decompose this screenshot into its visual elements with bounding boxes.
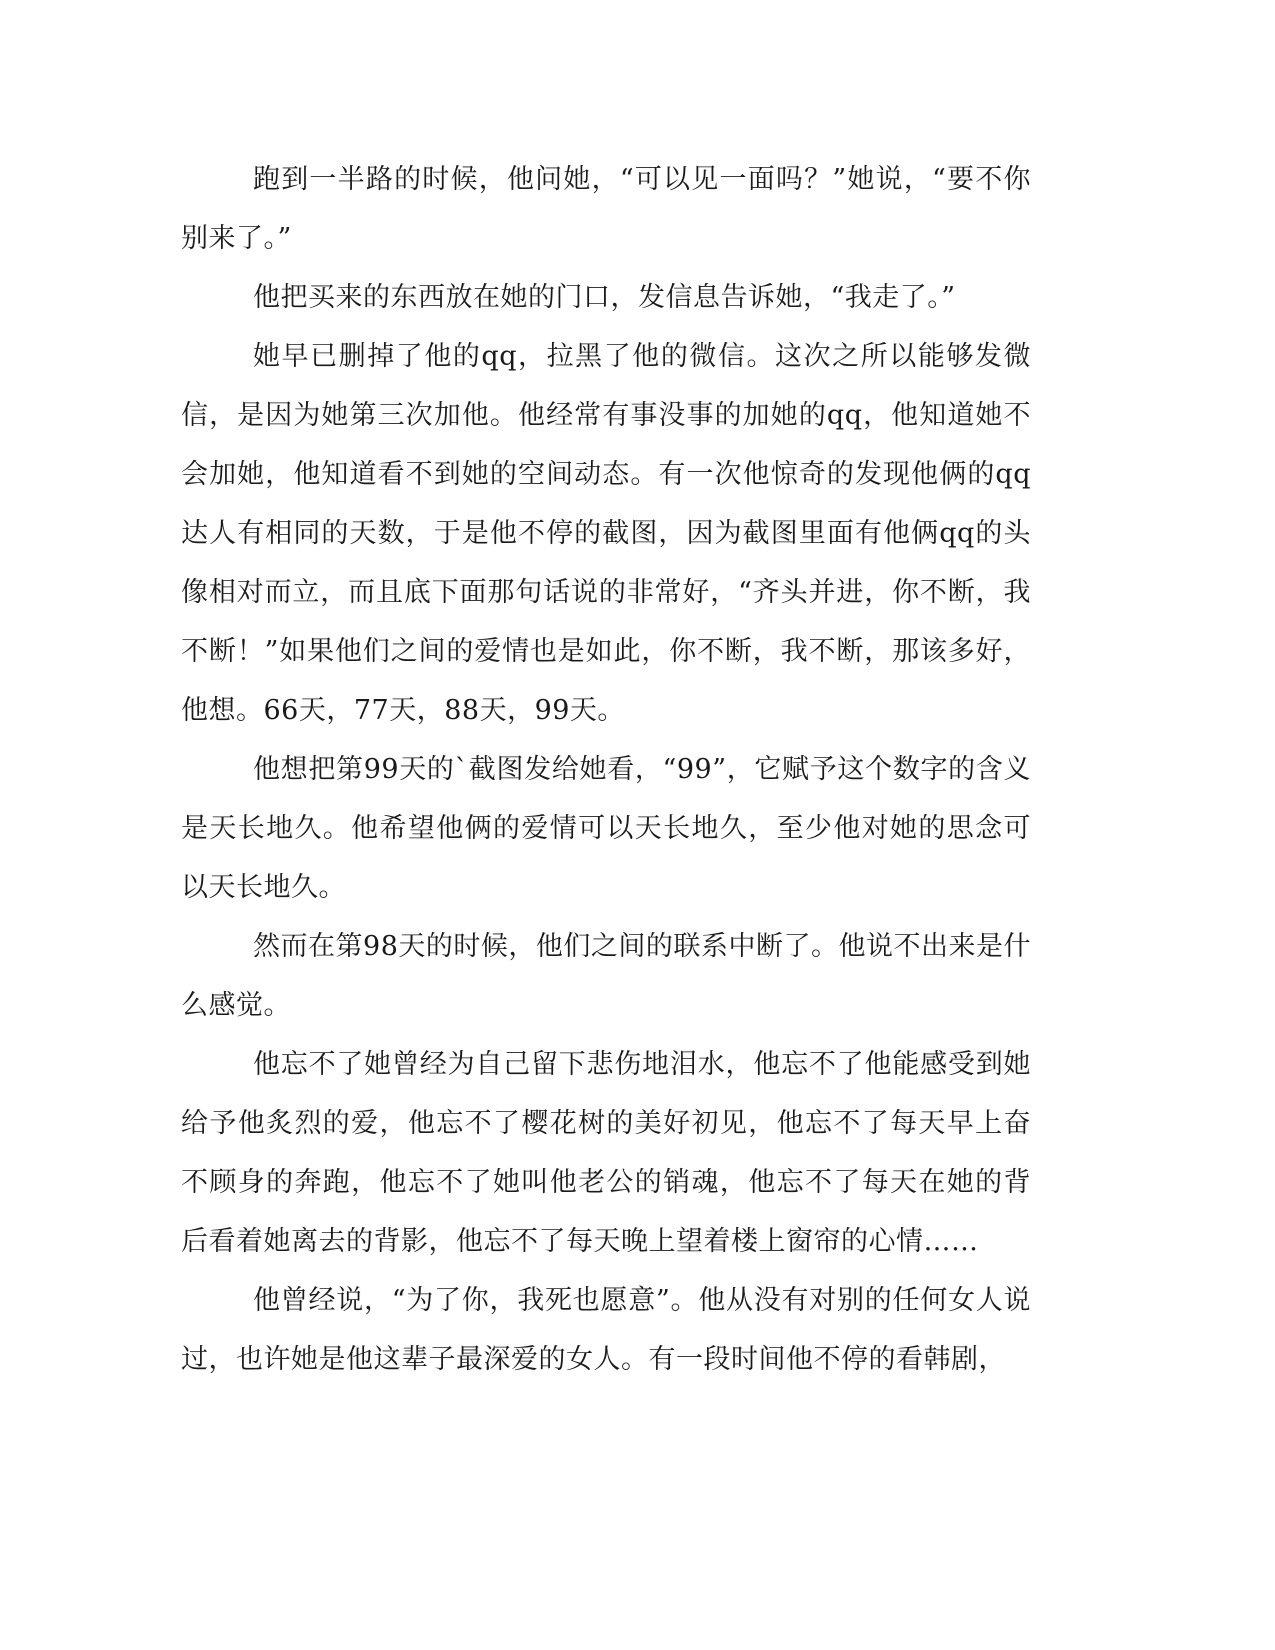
paragraph-2: 他把买来的东西放在她的门口，发信息告诉她，“我走了。” — [253, 282, 956, 313]
paragraph-6: 他忘不了她曾经为自己留下悲伤地泪水，他忘不了他能感受到她给予他炙烈的爱，他忘不了樱花树的美好初见，他忘不了每天早上奋不顾身的奔跑，他忘不了她叫他老公的销魂，他忘不了每天在她的背后看着她离去的背影，他忘不了每天晚上望着楼上窗帘的心情…… — [181, 1049, 1031, 1257]
document-body — [181, 150, 1031, 1389]
paragraph-7: 他曾经说，“为了你，我死也愿意”。他从没有对别的任何女人说过，也许她是他这辈子最深爱的女人。有一段时间他不停的看韩剧， — [181, 1285, 1031, 1375]
paragraph-3: 她早已删掉了他的qq，拉黑了他的微信。这次之所以能够发微信，是因为她第三次加他。他经常有事没事的加她的qq，他知道她不会加她，他知道看不到她的空间动态。有一次他惊奇的发现他俩的qq达人有相同的天数，于是他不停的截图，因为截图里面有他俩qq的头像相对而立，而且底下面那句话说的非常好，“齐头并进，你不断，我不断！”如果他们之间的爱情也是如此，你不断，我不断，那该多好，他想。66天，77天，88天，99天。 — [181, 341, 1031, 726]
paragraph-4: 他想把第99天的`截图发给她看，“99”，它赋予这个数字的含义是天长地久。他希望他俩的爱情可以天长地久，至少他对她的思念可以天长地久。 — [181, 754, 1031, 903]
paragraph-5: 然而在第98天的时候，他们之间的联系中断了。他说不出来是什么感觉。 — [181, 931, 1031, 1021]
paragraph-1: 跑到一半路的时候，他问她，“可以见一面吗？”她说，“要不你别来了。” — [181, 164, 1031, 254]
